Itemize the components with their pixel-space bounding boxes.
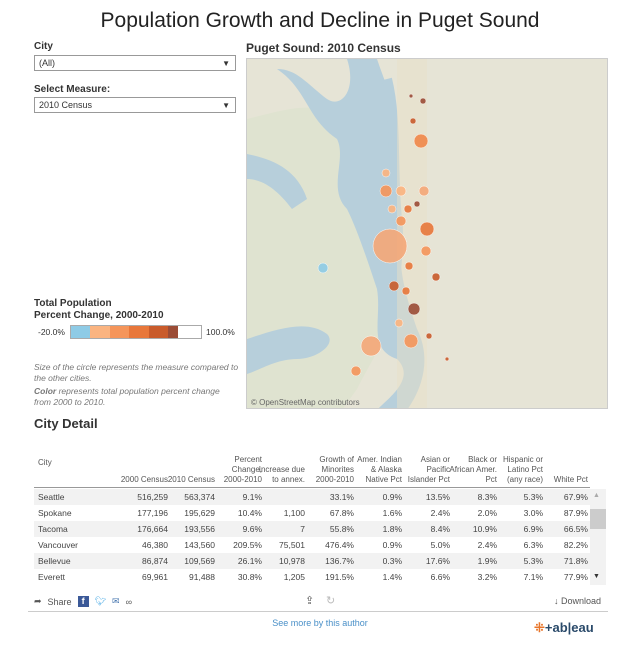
dashboard-title: Population Growth and Decline in Puget Sound bbox=[100, 9, 540, 32]
twitter-icon[interactable]: 🐦︎ bbox=[94, 596, 107, 606]
city-circle[interactable] bbox=[395, 319, 403, 327]
column-header[interactable]: 2000 Census bbox=[120, 475, 168, 484]
table-cell: 9.1% bbox=[242, 492, 262, 502]
map-attribution: © OpenStreetMap contributors bbox=[251, 398, 360, 407]
table-cell: 3.0% bbox=[523, 508, 543, 518]
download-button[interactable] bbox=[554, 596, 601, 606]
table-cell: 67.9% bbox=[563, 492, 588, 502]
table-cell: 2.0% bbox=[477, 508, 497, 518]
city-dropdown[interactable] bbox=[34, 55, 236, 71]
city-circle[interactable] bbox=[420, 222, 434, 236]
table-cell: 191.5% bbox=[325, 572, 354, 582]
table-cell: 46,380 bbox=[142, 540, 168, 550]
table-cell: 5.0% bbox=[430, 540, 450, 550]
city-circle[interactable] bbox=[318, 263, 328, 273]
share-bar bbox=[34, 596, 132, 607]
table-cell: 33.1% bbox=[329, 492, 354, 502]
size-note: Size of the circle represents the measure compared to the other cities. bbox=[34, 362, 239, 383]
table-cell: 75,501 bbox=[279, 540, 305, 550]
legend-swatch[interactable] bbox=[129, 326, 148, 338]
legend-swatch[interactable] bbox=[71, 326, 90, 338]
city-dropdown-value: (All) bbox=[39, 58, 55, 68]
column-header[interactable]: Increase due to annex. bbox=[258, 465, 305, 484]
legend-swatch[interactable] bbox=[178, 326, 201, 338]
table-cell: 86,874 bbox=[142, 556, 168, 566]
table-title: City Detail bbox=[34, 416, 98, 431]
share-icon[interactable]: ➦ bbox=[34, 596, 42, 606]
table-cell: 2.4% bbox=[430, 508, 450, 518]
city-circle[interactable] bbox=[404, 334, 418, 348]
city-circle[interactable] bbox=[389, 281, 399, 291]
table-cell: 67.8% bbox=[329, 508, 354, 518]
column-header[interactable]: City bbox=[38, 458, 52, 467]
table-cell: 66.5% bbox=[563, 524, 588, 534]
table-row[interactable] bbox=[34, 505, 590, 521]
table-cell: 176,664 bbox=[137, 524, 168, 534]
table-row[interactable] bbox=[34, 489, 590, 505]
table-cell: 82.2% bbox=[563, 540, 588, 550]
city-name-cell: Vancouver bbox=[38, 540, 79, 550]
scroll-thumb[interactable] bbox=[590, 509, 606, 529]
table-row[interactable] bbox=[34, 521, 590, 537]
table-cell: 87.9% bbox=[563, 508, 588, 518]
table-cell: 143,560 bbox=[184, 540, 215, 550]
city-circle[interactable] bbox=[382, 169, 390, 177]
legend-swatch[interactable] bbox=[168, 326, 178, 338]
table-cell: 8.4% bbox=[430, 524, 450, 534]
city-circle[interactable] bbox=[426, 333, 432, 339]
measure-filter-label: Select Measure: bbox=[34, 84, 111, 95]
city-filter-label: City bbox=[34, 41, 53, 52]
table-cell: 177,196 bbox=[137, 508, 168, 518]
table-cell: 0.3% bbox=[382, 556, 402, 566]
legend-min: -20.0% bbox=[38, 327, 65, 337]
table-scrollbar[interactable] bbox=[590, 489, 606, 585]
table-row[interactable] bbox=[34, 569, 590, 585]
legend-max: 100.0% bbox=[206, 327, 235, 337]
color-note bbox=[34, 386, 239, 408]
city-circle[interactable] bbox=[410, 118, 416, 124]
legend-swatch[interactable] bbox=[90, 326, 109, 338]
author-link[interactable]: See more by this author bbox=[272, 618, 368, 628]
map-canvas bbox=[247, 59, 608, 409]
legend-title-line1: Total Population bbox=[34, 298, 112, 309]
table-cell: 69,961 bbox=[142, 572, 168, 582]
legend-title bbox=[34, 298, 164, 322]
table-cell: 5.3% bbox=[523, 556, 543, 566]
table-cell: 2.4% bbox=[477, 540, 497, 550]
table-cell: 91,488 bbox=[189, 572, 215, 582]
table-cell: 1.6% bbox=[382, 508, 402, 518]
city-circle[interactable] bbox=[404, 205, 412, 213]
link-icon[interactable]: ∞ bbox=[125, 596, 132, 607]
chevron-down-icon: ▼ bbox=[222, 101, 230, 110]
download-label: Download bbox=[561, 596, 602, 606]
city-circle[interactable] bbox=[373, 229, 407, 263]
measure-dropdown[interactable] bbox=[34, 97, 236, 113]
color-legend[interactable] bbox=[70, 325, 202, 339]
city-circle[interactable] bbox=[419, 186, 429, 196]
tableau-logo-icon: ⁜ bbox=[534, 620, 545, 635]
city-circle[interactable] bbox=[409, 94, 413, 98]
city-circle[interactable] bbox=[445, 357, 449, 361]
table-cell: 1,205 bbox=[283, 572, 305, 582]
table-cell: 55.8% bbox=[329, 524, 354, 534]
measure-dropdown-value: 2010 Census bbox=[39, 100, 93, 110]
city-name-cell: Everett bbox=[38, 572, 65, 582]
table-cell: 77.9% bbox=[563, 572, 588, 582]
column-header[interactable]: Percent Change, 2000-2010 bbox=[223, 455, 262, 484]
table-cell: 26.1% bbox=[237, 556, 262, 566]
column-header[interactable]: Asian or Pacific Islander Pct bbox=[407, 455, 450, 484]
city-circle[interactable] bbox=[420, 98, 426, 104]
table-cell: 1.9% bbox=[477, 556, 497, 566]
email-icon[interactable]: ✉ bbox=[112, 596, 120, 606]
download-icon: ↓ bbox=[554, 596, 562, 606]
table-cell: 563,374 bbox=[184, 492, 215, 502]
city-circle[interactable] bbox=[432, 273, 440, 281]
table-cell: 5.3% bbox=[523, 492, 543, 502]
legend-swatch[interactable] bbox=[149, 326, 168, 338]
city-circle[interactable] bbox=[396, 186, 406, 196]
city-circle[interactable] bbox=[351, 366, 361, 376]
column-header[interactable]: 2010 Census bbox=[167, 475, 215, 484]
table-cell: 10.9% bbox=[472, 524, 497, 534]
legend-title-line2: Percent Change, 2000-2010 bbox=[34, 310, 164, 321]
table-row[interactable] bbox=[34, 537, 590, 553]
scroll-up-icon[interactable]: ▲ bbox=[593, 492, 600, 499]
table-cell: 0.9% bbox=[382, 492, 402, 502]
city-circle[interactable] bbox=[405, 262, 413, 270]
city-name-cell: Spokane bbox=[38, 508, 72, 518]
table-row[interactable] bbox=[34, 553, 590, 569]
legend-swatch[interactable] bbox=[110, 326, 129, 338]
city-circle[interactable] bbox=[388, 205, 396, 213]
color-note-bold: Color bbox=[34, 386, 57, 396]
city-circle[interactable] bbox=[402, 287, 410, 295]
table-cell: 1,100 bbox=[283, 508, 305, 518]
table-cell: 1.4% bbox=[382, 572, 402, 582]
table-cell: 516,259 bbox=[137, 492, 168, 502]
export-icon[interactable]: ⇪ bbox=[305, 595, 315, 607]
table-cell: 209.5% bbox=[233, 540, 262, 550]
column-header[interactable]: Amer. Indian & Alaska Native Pct bbox=[357, 455, 402, 484]
city-circle[interactable] bbox=[414, 201, 420, 207]
table-cell: 17.6% bbox=[425, 556, 450, 566]
city-name-cell: Tacoma bbox=[38, 524, 68, 534]
scroll-down-icon[interactable]: ▼ bbox=[593, 573, 600, 580]
column-header[interactable]: White Pct bbox=[553, 475, 588, 484]
table-cell: 6.9% bbox=[523, 524, 543, 534]
city-circle[interactable] bbox=[421, 246, 431, 256]
color-note-text: represents total population percent change from 2000 to 2010. bbox=[34, 386, 220, 407]
table-cell: 6.3% bbox=[523, 540, 543, 550]
table-cell: 10,978 bbox=[279, 556, 305, 566]
table-cell: 30.8% bbox=[237, 572, 262, 582]
city-name-cell: Bellevue bbox=[38, 556, 71, 566]
table-cell: 136.7% bbox=[325, 556, 354, 566]
table-cell: 13.5% bbox=[425, 492, 450, 502]
table-cell: 195,629 bbox=[184, 508, 215, 518]
tableau-logo[interactable] bbox=[534, 620, 594, 636]
city-circle[interactable] bbox=[414, 134, 428, 148]
footer-divider bbox=[28, 611, 608, 612]
column-header[interactable]: Hispanic or Latino Pct (any race) bbox=[502, 455, 543, 484]
table-cell: 476.4% bbox=[325, 540, 354, 550]
table-cell: 1.8% bbox=[382, 524, 402, 534]
table-cell: 7 bbox=[300, 524, 305, 534]
city-circle[interactable] bbox=[361, 336, 381, 356]
table-cell: 71.8% bbox=[563, 556, 588, 566]
table-cell: 109,569 bbox=[184, 556, 215, 566]
map-view[interactable] bbox=[246, 58, 608, 409]
map-title: Puget Sound: 2010 Census bbox=[246, 41, 401, 55]
table-cell: 3.2% bbox=[477, 572, 497, 582]
city-circle[interactable] bbox=[380, 185, 392, 197]
table-cell: 7.1% bbox=[523, 572, 543, 582]
city-circle[interactable] bbox=[396, 216, 406, 226]
facebook-icon[interactable]: f bbox=[78, 596, 89, 607]
city-name-cell: Seattle bbox=[38, 492, 65, 502]
table-cell: 0.9% bbox=[382, 540, 402, 550]
header-divider bbox=[34, 487, 590, 488]
column-header[interactable]: Growth of Minorites 2000-2010 bbox=[315, 455, 354, 484]
revert-icon[interactable]: ↻ bbox=[326, 595, 336, 607]
column-header[interactable]: Black or African Amer. Pct bbox=[449, 455, 497, 484]
chevron-down-icon: ▼ bbox=[222, 59, 230, 68]
table-cell: 9.6% bbox=[242, 524, 262, 534]
table-cell: 193,556 bbox=[184, 524, 215, 534]
share-button[interactable]: Share bbox=[47, 596, 72, 607]
tableau-logo-text: +ab|eau bbox=[544, 620, 594, 635]
table-cell: 8.3% bbox=[477, 492, 497, 502]
table-cell: 10.4% bbox=[237, 508, 262, 518]
city-circle[interactable] bbox=[408, 303, 420, 315]
table-cell: 6.6% bbox=[430, 572, 450, 582]
